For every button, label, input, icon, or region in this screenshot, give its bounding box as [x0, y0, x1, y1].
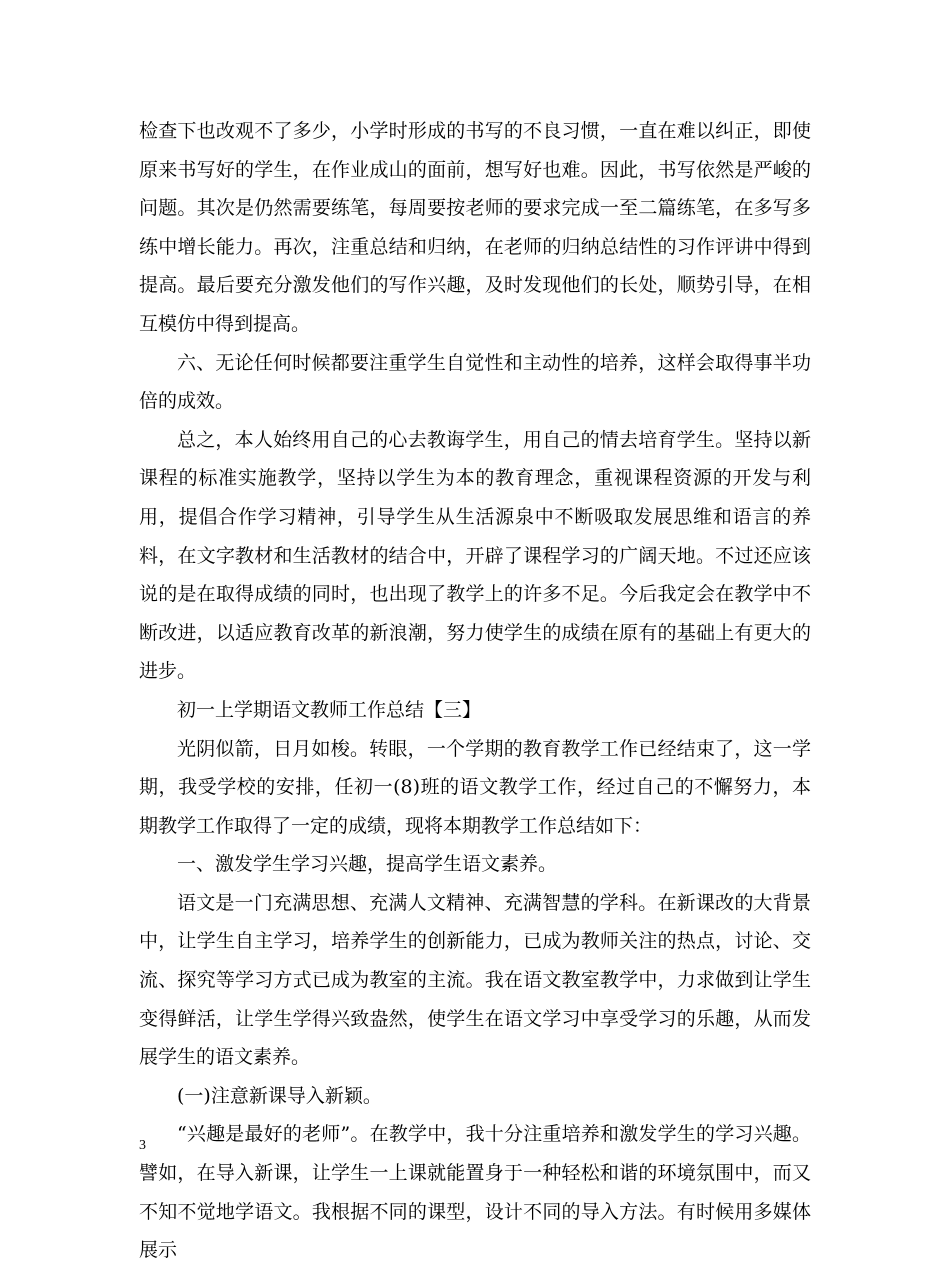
subheading-point-one: 一、激发学生学习兴趣，提高学生语文素养。	[177, 853, 558, 876]
document-body	[139, 112, 811, 1270]
page-number: 3	[139, 1138, 146, 1153]
section-heading: 初一上学期语文教师工作总结【三】	[177, 698, 482, 721]
paragraph-conclusion: 总之，本人始终用自己的心去教诲学生，用自己的情去培育学生。坚持以新课程的标准实施教学，坚持以学生为本的教育理念，重视课程资源的开发与利用，提倡合作学习精神，引导学生从生活源泉中不断吸取发展思维和语言的养料，在文字教材和生活教材的结合中，开辟了课程学习的广阔天地。不过还应该说的是在取得成绩的同时，也出现了教学上的许多不足。今后我定会在教学中不断改进，以适应教育改革的新浪潮，努力使学生的成绩在原有的基础上有更大的进步。	[139, 428, 811, 683]
paragraph-point-six: 六、无论任何时候都要注重学生自觉性和主动性的培养，这样会取得事半功倍的成效。	[139, 351, 811, 413]
paragraph-chinese-subject: 语文是一门充满思想、充满人文精神、充满智慧的学科。在新课改的大背景中，让学生自主学习，培养学生的创新能力，已成为教师关注的热点，讨论、交流、探究等学习方式已成为教室的主流。我在语文教室教学中，力求做到让学生变得鲜活，让学生学得兴致盎然，使学生在语文学习中享受学习的乐趣，从而发展学生的语文素养。	[139, 891, 811, 1069]
paragraph-interest: “兴趣是最好的老师”。在教学中，我十分注重培养和激发学生的学习兴趣。譬如，在导入新课，让学生一上课就能置身于一种轻松和谐的环境氛围中，而又不知不觉地学语文。我根据不同的课型，设计不同的导入方法。有时候用多媒体展示	[139, 1123, 811, 1262]
paragraph-intro: 光阴似箭，日月如梭。转眼，一个学期的教育教学工作已经结束了，这一学期，我受学校的安排，任初一(8)班的语文教学工作，经过自己的不懈努力，本期教学工作取得了一定的成绩，现将本期教学工作总结如下：	[139, 737, 811, 837]
paragraph-writing-habits: 检查下也改观不了多少，小学时形成的书写的不良习惯，一直在难以纠正，即使原来书写好的学生，在作业成山的面前，想写好也难。因此，书写依然是严峻的问题。其次是仍然需要练笔，每周要按老师的要求完成一至二篇练笔，在多写多练中增长能力。再次，注重总结和归纳，在老师的归纳总结性的习作评讲中得到提高。最后要充分激发他们的写作兴趣，及时发现他们的长处，顺势引导，在相互模仿中得到提高。	[139, 120, 811, 335]
subheading-new-lesson: (一)注意新课导入新颖。	[177, 1084, 382, 1107]
